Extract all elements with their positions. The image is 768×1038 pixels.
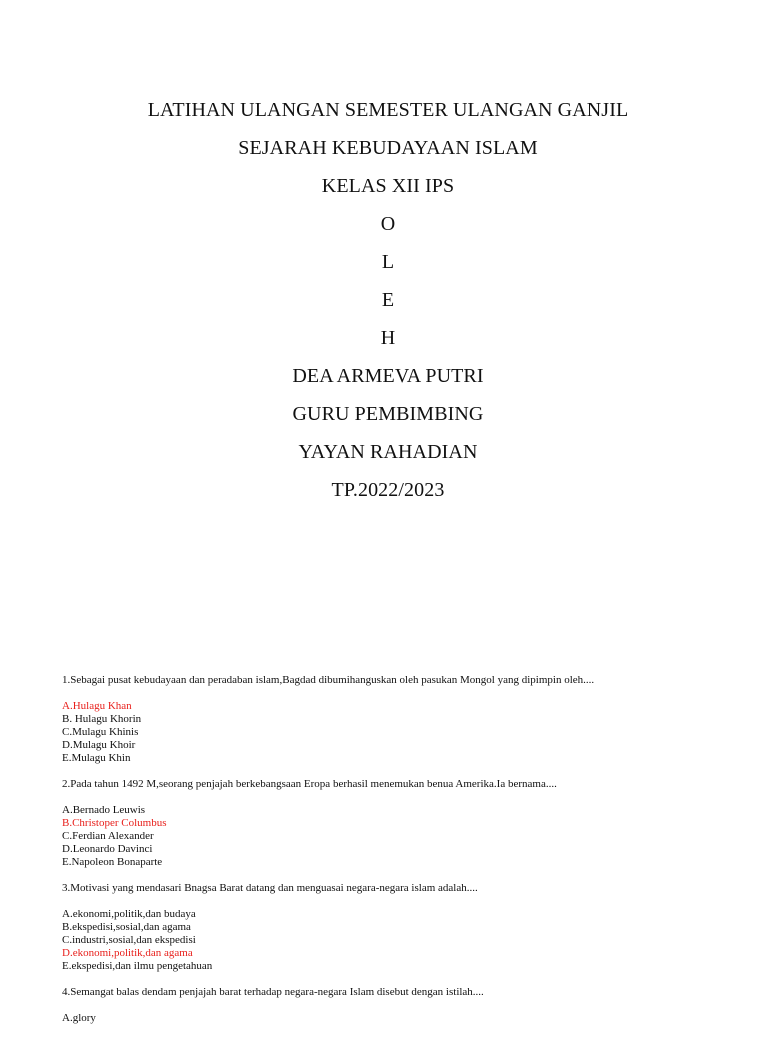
spacer [62, 895, 742, 908]
answer-option: E.ekspedisi,dan ilmu pengetahuan [62, 960, 213, 972]
question-text: 2.Pada tahun 1492 M,seorang penjajah berkebangsaan Eropa berhasil menemukan benua Amerika.Ia bernama.... [62, 778, 557, 790]
answer-option: C.Ferdian Alexander [62, 830, 154, 842]
cover-title-block [0, 91, 768, 509]
question-text: 4.Semangat balas dendam penjajah barat terhadap negara-negara Islam disebut dengan istilah.... [62, 986, 484, 998]
answer-option: C.industri,sosial,dan ekspedisi [62, 934, 196, 946]
spacer [62, 791, 742, 804]
question-1 [62, 674, 742, 765]
answer-option: C.Mulagu Khinis [62, 726, 139, 738]
question-4 [62, 986, 742, 1025]
answer-option: D.Mulagu Khoir [62, 739, 136, 751]
question-text: 3.Motivasi yang mendasari Bnagsa Barat datang dan menguasai negara-negara islam adalah.... [62, 882, 478, 894]
cover-line-letter-o: O [380, 213, 396, 235]
answer-option: D.Leonardo Davinci [62, 843, 153, 855]
cover-line-letter-e: E [381, 289, 395, 311]
question-list [62, 674, 742, 1038]
cover-line-letter-l: L [381, 251, 395, 273]
question-3 [62, 882, 742, 973]
cover-line-author: DEA ARMEVA PUTRI [292, 365, 484, 387]
cover-line-exam-title: LATIHAN ULANGAN SEMESTER ULANGAN GANJIL [147, 99, 629, 121]
answer-option: A.glory [62, 1012, 96, 1024]
answer-option: A.Bernado Leuwis [62, 804, 146, 816]
spacer [62, 687, 742, 700]
cover-line-subject: SEJARAH KEBUDAYAAN ISLAM [238, 137, 538, 159]
answer-option-correct: D.ekonomi,politik,dan agama [62, 947, 193, 959]
question-2 [62, 778, 742, 869]
answer-option: B. Hulagu Khorin [62, 713, 142, 725]
answer-option-correct: A.Hulagu Khan [62, 700, 132, 712]
cover-line-class: KELAS XII IPS [321, 175, 455, 197]
spacer [62, 999, 742, 1012]
answer-option: E.Napoleon Bonaparte [62, 856, 163, 868]
cover-line-school-year: TP.2022/2023 [331, 479, 445, 501]
answer-option: B.ekspedisi,sosial,dan agama [62, 921, 191, 933]
cover-line-letter-h: H [380, 327, 396, 349]
cover-line-supervisor-label: GURU PEMBIMBING [292, 403, 484, 425]
answer-option: A.ekonomi,politik,dan budaya [62, 908, 196, 920]
answer-option-correct: B.Christoper Columbus [62, 817, 167, 829]
question-text: 1.Sebagai pusat kebudayaan dan peradaban islam,Bagdad dibumihanguskan oleh pasukan Mongol yang dipimpin oleh.... [62, 674, 595, 686]
cover-line-supervisor-name: YAYAN RAHADIAN [298, 441, 478, 463]
answer-option: E.Mulagu Khin [62, 752, 131, 764]
